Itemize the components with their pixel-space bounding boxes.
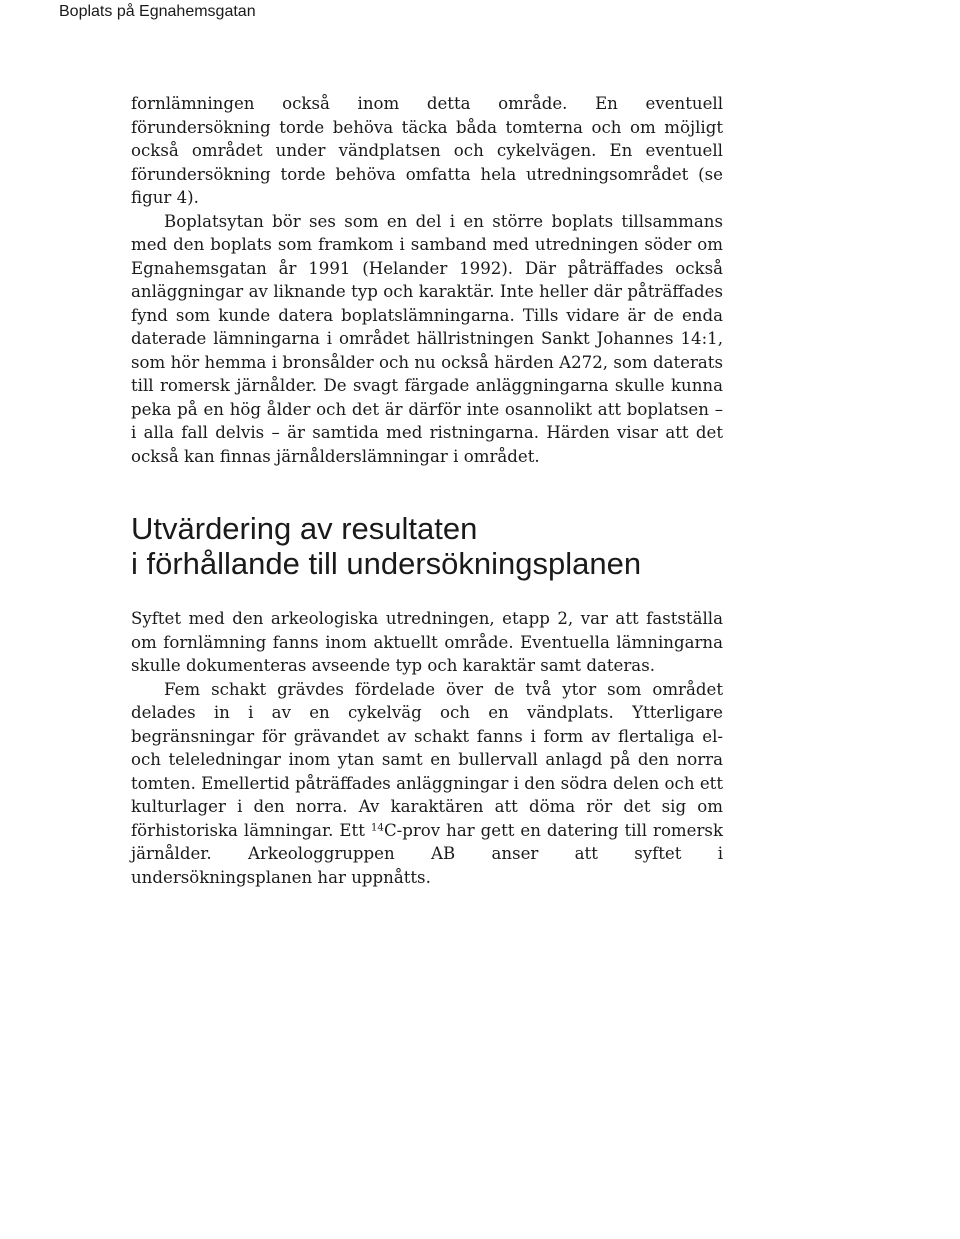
body-paragraph-1: fornlämningen också inom detta område. En eventuell förundersökning torde behöva täcka båda tomterna och om möjligt också området under vändplatsen och cykelvägen. En eventuell förundersökning torde behöva omfatta hela utredningsområdet (se figur 4). [131,94,723,207]
body-paragraph-4 [131,678,723,890]
paragraph-4-text-start: Fem schakt grävdes fördelade över de två ytor som området delades in i av en cykelväg och en vändplats. Ytterligare begränsningar för grävandet av schakt fanns i form av flertaliga el- och teleledningar inom ytan samt en bullervall anlagd på den norra tomten. Emellertid påträffades anläggningar i den södra delen och ett kulturlager i den norra. Av karaktären att döma rör det sig om förhistoriska lämningar. Ett [131,679,723,840]
running-header: Boplats på Egnahemsgatan [59,3,256,20]
page-body [131,92,723,889]
body-paragraph-3: Syftet med den arkeologiska utredningen, etapp 2, var att fastställa om fornlämning fanns inom aktuellt område. Eventuella lämningarna skulle dokumenteras avseende typ och karaktär samt dateras. [131,609,723,675]
section-heading-line-1: Utvärdering av resultaten [131,511,478,546]
section-heading-line-2: i förhållande till undersökningsplanen [131,546,642,581]
body-paragraph-2: Boplatsytan bör ses som en del i en större boplats tillsammans med den boplats som framkom i samband med utredningen söder om Egnahemsgatan år 1991 (Helander 1992). Där påträffades också anläggningar av liknande typ och karaktär. Inte heller där påträffades fynd som kunde datera boplatslämningarna. Tills vidare är de enda daterade lämningarna i området hällristningen Sankt Johannes 14:1, som hör hemma i bronsålder och nu också härden A272, som daterats till romersk järnålder. De svagt färgade anläggningarna skulle kunna peka på en hög ålder och det är därför inte osannolikt att boplatsen – i alla fall delvis – är samtida med ristningarna. Härden visar att det också kan finnas järnålderslämningar i området. [131,211,723,466]
isotope-superscript: 14 [370,820,384,833]
section-heading [131,511,723,581]
paragraph-4-text-end: C-prov har gett en datering till romersk järnålder. Arkeologgruppen AB anser att syftet i undersökningsplanen har uppnåtts. [131,820,723,887]
